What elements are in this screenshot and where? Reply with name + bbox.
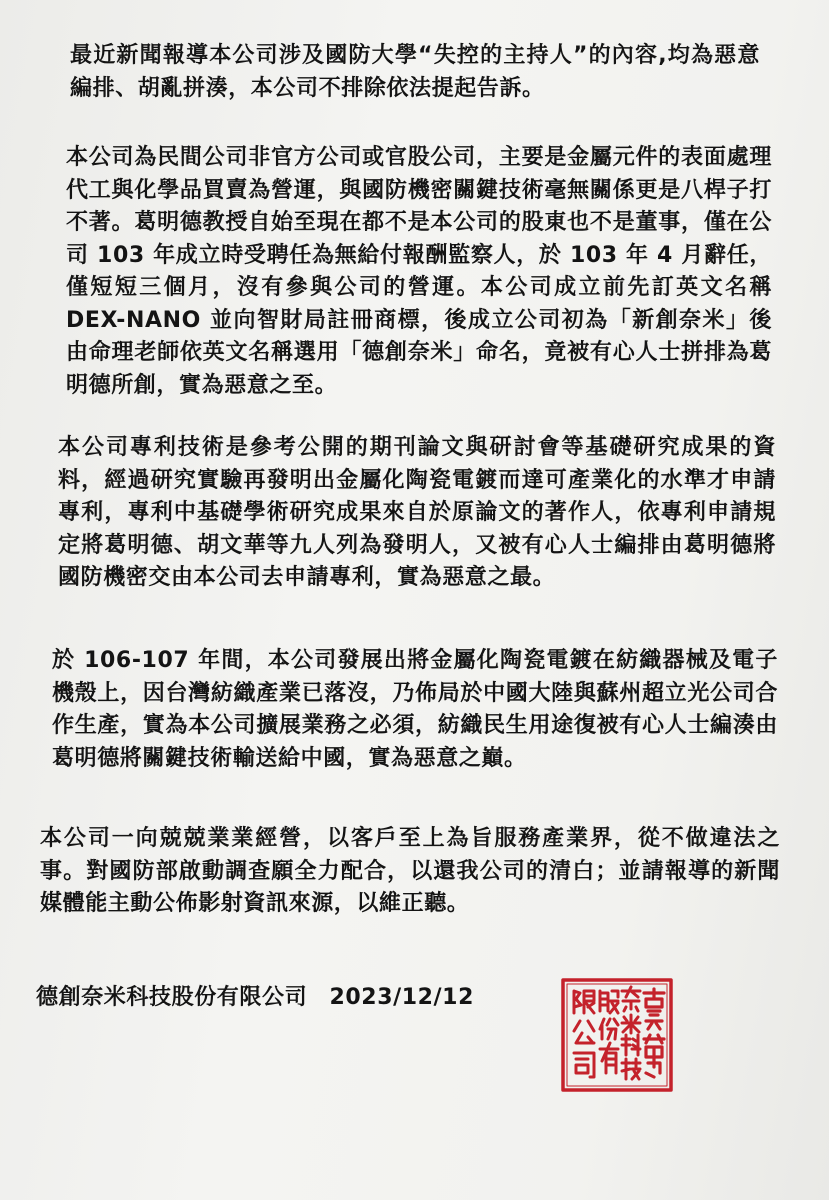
paragraph-2: 本公司為民間公司非官方公司或官股公司，主要是金屬元件的表面處理代工與化學品買賣為營運，與國防機密關鍵技術毫無關係更是八桿子打不著。葛明德教授自始至現在都不是本公司的股東也不是董事，僅在公司 103 年成立時受聘任為無給付報酬監察人，於 103 年 4 月辭任，僅短短三個月，沒有參與公司的營運。本公司成立前先訂英文名稱 DEX-NANO 並向智財局註冊商標，後成立公司初為「新創奈米」後由命理老師依英文名稱選用「德創奈米」命名，竟被有心人士拼排為葛明德所創，實為惡意之至。 xyxy=(66,145,772,398)
company-name: 德創奈米科技股份有限公司 xyxy=(36,985,308,1010)
paragraph-3: 本公司專利技術是參考公開的期刊論文與研討會等基礎研究成果的資料，經過研究實驗再發明出金屬化陶瓷電鍍而達可產業化的水準才申請專利，專利中基礎學術研究成果來自於原論文的著作人，依專利申請規定將葛明德、胡文華等九人列為發明人，又被有心人士編排由葛明德將國防機密交由本公司去申請專利，實為惡意之最。 xyxy=(58,435,776,590)
company-seal-stamp xyxy=(560,977,674,1093)
statement-date: 2023/12/12 xyxy=(329,985,474,1010)
paragraph-5: 本公司一向兢兢業業經營，以客戶至上為旨服務產業界，從不做違法之事。對國防部啟動調查願全力配合，以還我公司的清白；並請報導的新聞媒體能主動公佈影射資訊來源，以維正聽。 xyxy=(40,826,780,916)
paragraph-1: 最近新聞報導本公司涉及國防大學“失控的主持人”的內容,均為惡意編排、胡亂拼湊，本公司不排除依法提起告訴。 xyxy=(70,43,760,101)
signature-line xyxy=(36,980,474,1011)
paragraph-4: 於 106-107 年間，本公司發展出將金屬化陶瓷電鍍在紡織器械及電子機殼上，因台灣紡織產業已落沒，乃佈局於中國大陸與蘇州超立光公司合作生產，實為本公司擴展業務之必須，紡織民生用途復被有心人士編湊由葛明德將關鍵技術輸送給中國，實為惡意之巔。 xyxy=(52,648,778,771)
